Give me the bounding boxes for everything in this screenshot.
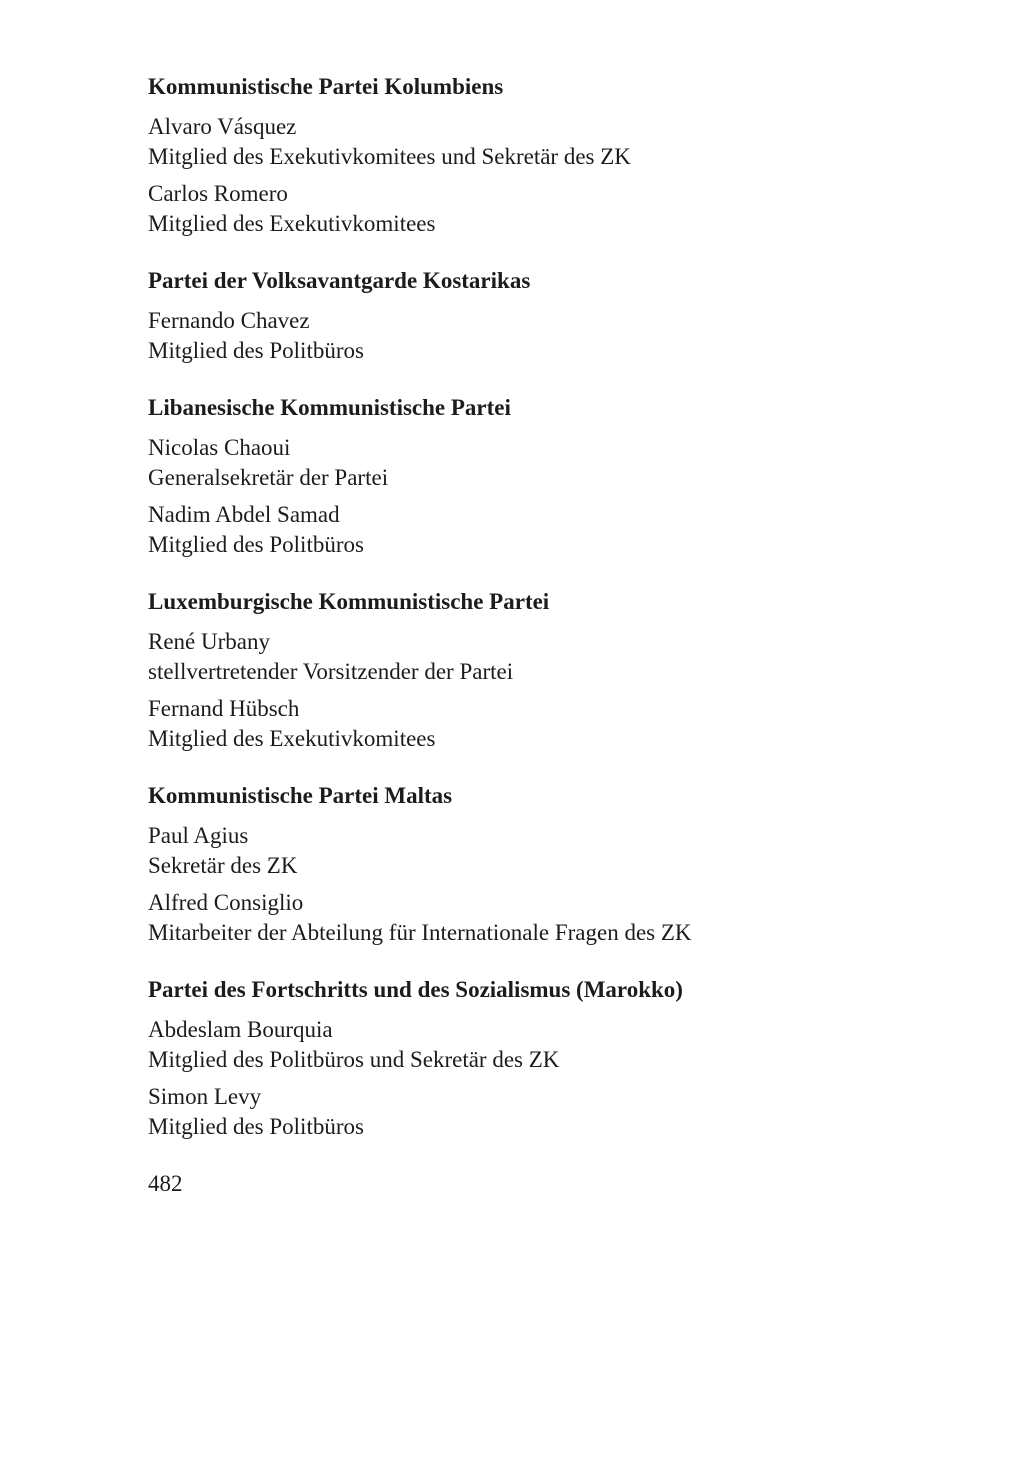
delegate-name: Fernand Hübsch (148, 696, 300, 721)
delegate-entry (148, 306, 1024, 366)
party-heading: Libanesische Kommunistische Partei (148, 395, 511, 420)
delegate-entry (148, 1015, 1024, 1075)
page-number: 482 (148, 1171, 183, 1196)
delegate-name: Simon Levy (148, 1084, 262, 1109)
delegate-entry (148, 694, 1024, 754)
delegate-name: Alvaro Vásquez (148, 114, 297, 139)
delegate-role: Mitglied des Politbüros und Sekretär des ZK (148, 1047, 560, 1072)
delegate-name: Abdeslam Bourquia (148, 1017, 333, 1042)
party-heading: Kommunistische Partei Kolumbiens (148, 74, 504, 99)
delegate-role: Mitglied des Politbüros (148, 532, 364, 557)
delegate-entry (148, 627, 1024, 687)
party-heading: Kommunistische Partei Maltas (148, 783, 453, 808)
delegate-name: Fernando Chavez (148, 308, 310, 333)
party-section (148, 266, 1024, 366)
delegate-entry (148, 433, 1024, 493)
delegate-entry (148, 112, 1024, 172)
party-section (148, 587, 1024, 754)
delegate-role: Mitglied des Politbüros (148, 1114, 364, 1139)
delegate-entry (148, 500, 1024, 560)
party-section (148, 72, 1024, 239)
delegate-role: Mitglied des Exekutivkomitees (148, 726, 436, 751)
party-section (148, 393, 1024, 560)
delegate-role: Sekretär des ZK (148, 853, 298, 878)
delegate-entry (148, 179, 1024, 239)
delegate-entry (148, 821, 1024, 881)
delegate-role: Mitglied des Exekutivkomitees und Sekretär des ZK (148, 144, 631, 169)
party-heading: Luxemburgische Kommunistische Partei (148, 589, 550, 614)
delegate-name: René Urbany (148, 629, 270, 654)
delegate-entry (148, 888, 1024, 948)
party-section (148, 975, 1024, 1142)
delegate-role: Mitglied des Exekutivkomitees (148, 211, 436, 236)
delegate-name: Carlos Romero (148, 181, 288, 206)
delegate-name: Nicolas Chaoui (148, 435, 291, 460)
delegate-name: Nadim Abdel Samad (148, 502, 340, 527)
party-heading: Partei des Fortschritts und des Sozialismus (Marokko) (148, 977, 683, 1002)
party-heading: Partei der Volksavantgarde Kostarikas (148, 268, 531, 293)
delegate-role: Generalsekretär der Partei (148, 465, 389, 490)
delegate-role: Mitglied des Politbüros (148, 338, 364, 363)
delegate-name: Alfred Consiglio (148, 890, 304, 915)
delegate-role: stellvertretender Vorsitzender der Partei (148, 659, 514, 684)
delegate-name: Paul Agius (148, 823, 249, 848)
party-section (148, 781, 1024, 948)
delegate-entry (148, 1082, 1024, 1142)
delegate-role: Mitarbeiter der Abteilung für Internationale Fragen des ZK (148, 920, 692, 945)
